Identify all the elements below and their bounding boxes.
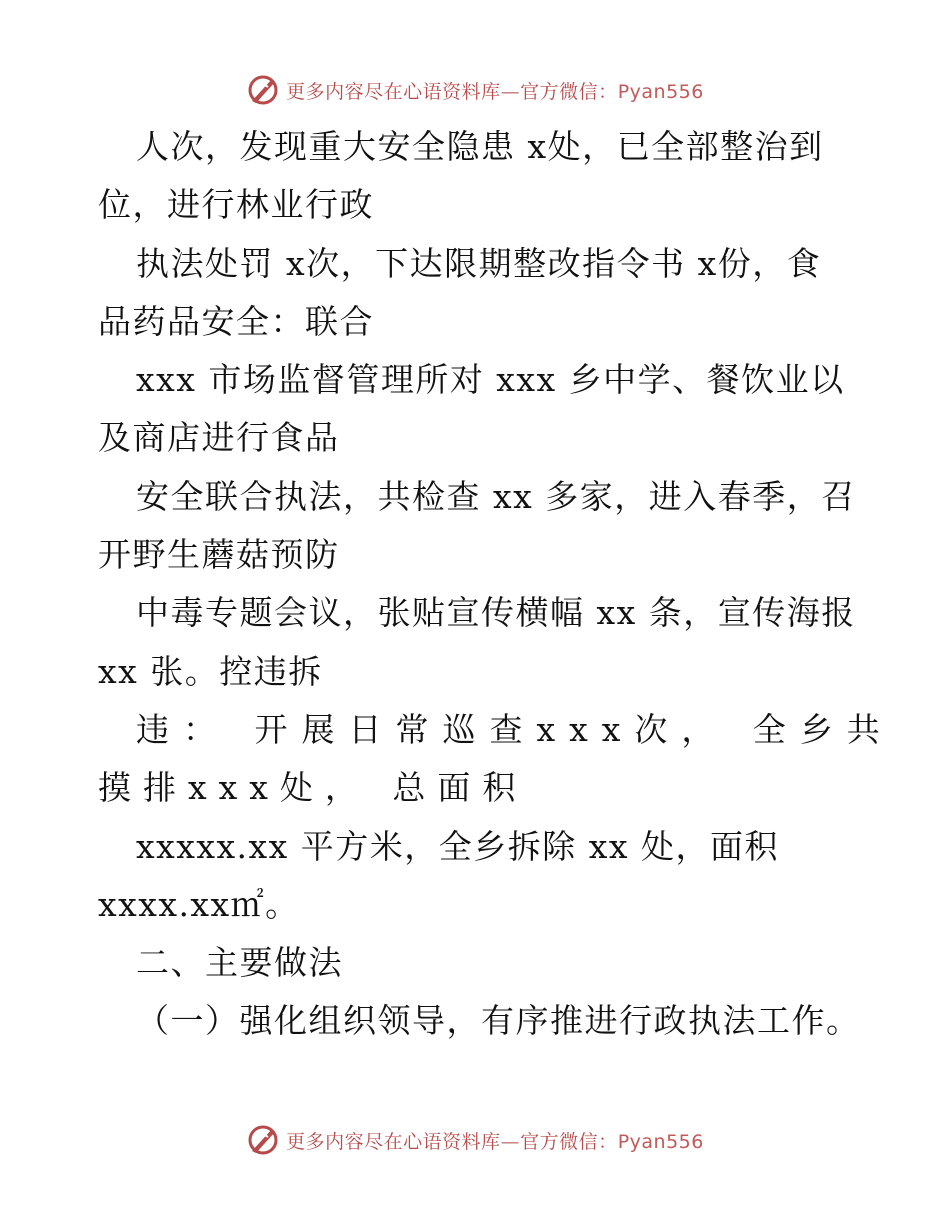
paragraph-line: 品药品安全：联合: [98, 301, 374, 341]
subsection-heading: （一）强化组织领导，有序推进行政执法工作。: [136, 1001, 861, 1041]
pen-quill-logo-icon: [246, 73, 280, 107]
footer-watermark: [0, 1120, 950, 1160]
section-heading: 二、主要做法: [136, 943, 343, 983]
paragraph-line: 开野生蘑菇预防: [98, 535, 340, 575]
watermark-text: [286, 77, 704, 104]
watermark-wechat-label: 官方微信：: [520, 1130, 618, 1153]
paragraph-line: 违： 开展日常巡查xxx次， 全乡共: [136, 709, 894, 749]
paragraph-line: xxxxx.xx 平方米，全乡拆除 xx 处，面积: [136, 826, 779, 866]
watermark-wechat-label: 官方微信：: [520, 80, 618, 103]
paragraph-line: xxx 市场监督管理所对 xxx 乡中学、餐饮业以: [136, 360, 845, 400]
paragraph-line: 摸排xxx处， 总面积: [98, 768, 528, 808]
watermark-separator: —: [500, 80, 521, 103]
paragraph-line: 安全联合执法，共检查 xx 多家，进入春季，召: [136, 476, 856, 516]
watermark-wechat-id: Pyan556: [617, 80, 704, 103]
paragraph-line: 人次，发现重大安全隐患 x处，已全部整治到: [136, 127, 824, 166]
watermark-brand: 更多内容尽在心语资料库: [286, 1130, 501, 1153]
header-watermark: [0, 70, 950, 110]
watermark-brand: 更多内容尽在心语资料库: [286, 80, 501, 103]
paragraph-line: 位，进行林业行政: [98, 185, 374, 225]
paragraph-line: 中毒专题会议，张贴宣传横幅 xx 条，宣传海报: [136, 593, 856, 633]
watermark-wechat-id: Pyan556: [617, 1130, 704, 1153]
paragraph-line: xx 张。控违拆: [98, 651, 323, 691]
watermark-text: [286, 1127, 704, 1154]
paragraph-line: 及商店进行食品: [98, 418, 340, 458]
paragraph-line: 执法处罚 x次，下达限期整改指令书 x份，食: [136, 243, 822, 283]
pen-quill-logo-icon: [246, 1123, 280, 1157]
paragraph-line: xxxx.xx㎡。: [98, 884, 300, 924]
document-body: [98, 118, 894, 1051]
watermark-separator: —: [500, 1130, 521, 1153]
